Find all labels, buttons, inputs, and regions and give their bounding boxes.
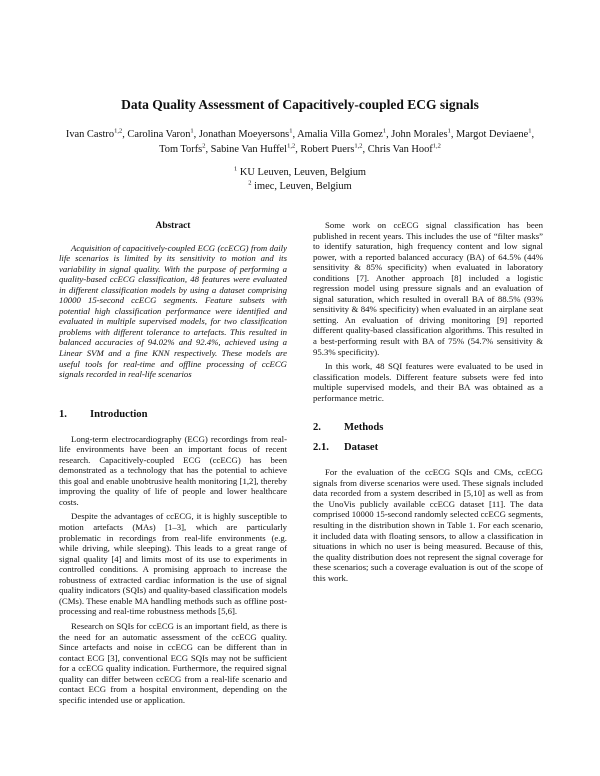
author-affiliation-marker: 1 [289, 127, 293, 135]
subsection-heading-dataset: 2.1. Dataset [313, 442, 379, 454]
author-affiliation-marker: 1 [447, 127, 451, 135]
author-affiliation-marker: 1,2 [354, 142, 363, 150]
affiliations [0, 166, 600, 194]
paragraph-intro-3: Research on SQIs for ccECG is an important field, as there is the need for an automatic assessment of the ccECG quality. Since artefacts and noise in ccECG can be different than in contact ECG [3], conventional ECG SQIs may not be sufficient for a ccECG quality indication. Furthermore, the required signal quality can differ between ccECG from a real-life scenario and contact ECG from a hospital environment, depending on the specific intended use or application. [59, 620, 287, 705]
paper-title: Data Quality Assessment of Capacitively-coupled ECG signals [121, 97, 479, 112]
author-affiliation-marker: 1,2 [114, 127, 123, 135]
paragraph-intro-1: Long-term electrocardiography (ECG) recordings from real-life environments have been an important focus of recent research. Capacitively-coupled ECG (ccECG) has been demonstrated as a technology that has the potential to achieve this goal and enable unobtrusive health monitoring [1,2], thereby improving the quality of life of people and lower healthcare costs. [59, 433, 287, 507]
abstract-text: Acquisition of capacitively-coupled ECG (ccECG) from daily life scenarios is limited by its sensitivity to motion and its variability in signal quality. With the purpose of performing a quality-based ccECG classification, 48 features were evaluated in different classification models by using a dataset comprising 10000 15-second ccECG segments. Feature subsets with potential high classification performance were identified and evaluated in multiple supervised models, for two classification problems with different tolerance to artefacts. This resulted in balanced accuracies of 94.02% and 92.4%, achieved using a Linear SVM and a fine KNN respectively. These models are useful tools for real-time and offline processing of ccECG signals recorded in real-life scenarios [59, 242, 287, 380]
author-list: Ivan Castro$^{1,2}$, Carolina Varon$^1$, Jonathan Moeyersons$^1$, Amalia Villa Gomez$^1$, John Morales$^1$, Margot Deviaene$^1$, Tom Torfs$^2$, Sabine Van Huffel$^{1,2}$, Robert Puers$^{1,2}$, Chris Van Hoof$^{1,2}$ [65, 127, 535, 155]
paragraph-intro-2: Despite the advantages of ccECG, it is highly susceptible to motion artefacts (MAs) [1–3], which are particularly problematic in recordings from real-life environments (e.g. while driving, while sleeping). This leads to a great range of signal quality [4] and limits most of its use to experiments in controlled conditions. A promising approach to increase the robustness of extracted cardiac information is the use of signal quality indicators (SQIs) and quality-based classification models (CMs). These enable MA handling methods such as offline post-processing and real-time robustness methods [5,6]. [59, 511, 287, 617]
author-name: Ivan Castro [65, 129, 115, 140]
section-heading-introduction: 1. Introduction [59, 408, 148, 420]
author-name: Carolina Varon [127, 129, 191, 140]
author-name: Chris Van Hoof [367, 144, 433, 155]
paragraph-intro-4: Some work on ccECG signal classification has been published in recent years. This includes the use of “filter masks” to identify saturation, high frequency content and low signal power, with a reported balanced accuracy (BA) of 64.5% (44% sensitivity & 85% specificity) when evaluated in laboratory conditions [7]. Another approach [8] included a logistic regression model using pressure signals and an evaluation of signal saturation, which resulted in overall BA of 88.5% (93% sensitivity & 84% specificity) when evaluated in an airplane seat setting. An evaluation of driving monitoring [9] reported different quality-based classification algorithms. This resulted in a best-performing result with BA of 75% (54.7% sensitivity & 95.3% specificity). [313, 220, 543, 357]
author-name: Jonathan Moeyersons [198, 129, 290, 140]
author-name: Tom Torfs [159, 144, 203, 155]
affiliation-1: $^1$ KU Leuven, Leuven, Belgium [234, 165, 366, 178]
paragraph-intro-5: In this work, 48 SQI features were evaluated to be used in classification models. Different feature subsets were fed into multiple supervised models, and their BA was obtained as a performance metric. [313, 361, 543, 403]
author-name: Robert Puers [300, 144, 355, 155]
paragraph-dataset-1: For the evaluation of the ccECG SQIs and CMs, ccECG signals from diverse scenarios were used. These signals included data recorded from a system described in [5,10] as well as from the UnoVis publicly available ccECG dataset [11]. The data comprised 10000 15-second randomly selected ccECG segments, resulting in the distribution shown in Table 1. For each scenario, it included data with floating sensors, to allow a classification in situations in which no user is being measured. Because of this, the quality distribution does not represent the signal coverage for these scenarios; such a coverage evaluation is out of the scope of this work. [313, 467, 543, 583]
author-affiliation-marker: 1 [528, 127, 532, 135]
author-affiliation-marker: 1,2 [432, 142, 441, 150]
left-column [59, 218, 287, 709]
right-column [313, 220, 543, 587]
author-affiliation-marker: 1,2 [287, 142, 296, 150]
abstract-heading: Abstract [155, 221, 191, 231]
author-affiliation-marker: 2 [202, 142, 206, 150]
author-affiliation-marker: 1 [382, 127, 387, 135]
affiliation-2: $^2$ imec, Leuven, Belgium [248, 179, 352, 192]
author-name: Amalia Villa Gomez [297, 129, 383, 140]
author-name: John Morales [391, 129, 448, 140]
author-affiliation-marker: 1 [190, 127, 194, 135]
author-name: Margot Deviaene [456, 129, 529, 140]
author-name: Sabine Van Huffel [210, 144, 288, 155]
section-heading-methods: 2. Methods [313, 422, 384, 434]
